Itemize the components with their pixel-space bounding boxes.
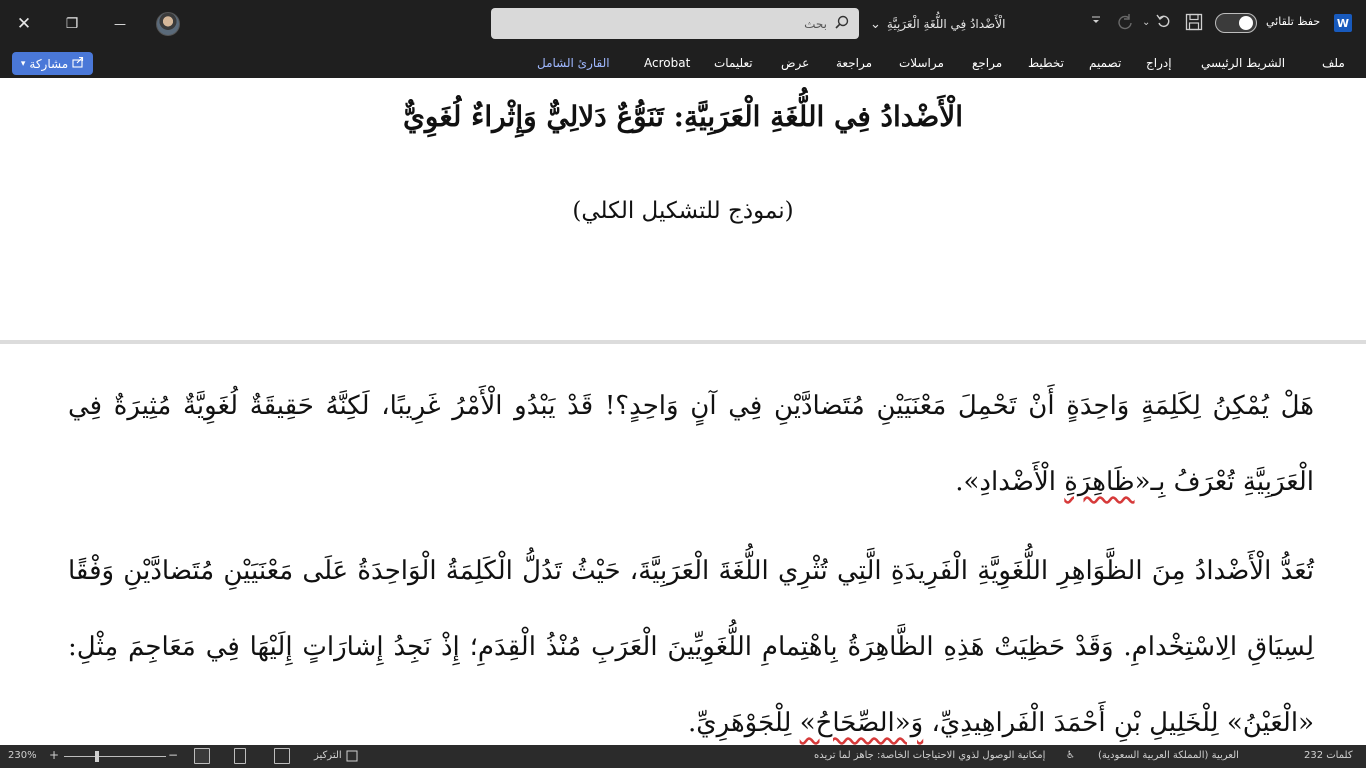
tab-mailings[interactable]: مراسلات [899, 56, 944, 70]
accessibility-icon: ♿ [1066, 750, 1075, 761]
paragraph-1-end: الْأَضْدادِ». [955, 467, 1065, 497]
zoom-out-button[interactable]: − [168, 748, 179, 762]
search-box[interactable] [491, 8, 859, 39]
paragraph-2-end: لِلْجَوْهَرِيِّ. [688, 708, 800, 738]
zoom-level[interactable]: 230% [8, 750, 37, 761]
undo-dropdown-icon[interactable]: ⌄ [1142, 17, 1151, 28]
title-bar [0, 0, 1366, 48]
page-separator [0, 340, 1366, 344]
page-subtitle: (نموذج للتشكيل الكلي) [572, 198, 794, 224]
autosave-toggle[interactable] [1215, 13, 1257, 33]
undo-icon[interactable] [1156, 13, 1172, 33]
ribbon-tabs [0, 48, 1366, 78]
tab-design[interactable]: تصميم [1089, 56, 1122, 70]
close-icon: ✕ [16, 14, 32, 34]
status-bar [0, 745, 1366, 768]
tab-review[interactable]: مراجعة [836, 56, 873, 70]
zoom-slider-handle[interactable] [95, 751, 99, 762]
word-count[interactable]: 232 كلمات [1304, 750, 1353, 761]
chevron-down-icon: ⌄ [870, 16, 881, 32]
language-status[interactable]: العربية (المملكة العربية السعودية) [1098, 750, 1239, 761]
document-title[interactable] [870, 14, 1005, 34]
tab-layout[interactable]: تخطيط [1028, 56, 1064, 70]
paragraph-2 [68, 533, 1314, 761]
tab-home[interactable]: الشريط الرئيسي [1201, 56, 1286, 70]
search-icon [835, 15, 849, 33]
word-logo-icon: W [1334, 14, 1352, 32]
tab-insert[interactable]: إدراج [1146, 56, 1172, 70]
redo-icon[interactable] [1116, 13, 1134, 35]
tab-help[interactable]: تعليمات [714, 56, 753, 70]
restore-button[interactable] [48, 0, 96, 48]
print-layout-view-icon[interactable] [234, 748, 246, 764]
spelling-marked-word[interactable]: ظَاهِرَةِ [1064, 467, 1135, 497]
zoom-slider[interactable] [64, 756, 166, 757]
customize-toolbar-icon[interactable] [1091, 13, 1101, 29]
paragraph-2-text: تُعَدُّ الْأَضْدادُ مِنَ الظَّوَاهِرِ اللُّغَوِيَّةِ الْفَرِيدَةِ الَّتِي تُثْرِي اللُّغَةَ الْعَرَبِيَّةَ، حَيْثُ تَدُلُّ الْكَلِمَةُ الْوَاحِدَةُ عَلَى مَعْنَيَيْنِ مُتَضادَّيْنِ وَفْقًا لِسِيَاقِ الِاسْتِخْدامِ. وَقَدْ حَظِيَتْ هَذِهِ الظَّاهِرَةُ بِاهْتِمامِ اللُّغَوِيِّينَ الْعَرَبِ مُنْذُ الْقِدَمِ؛ إِذْ نَجِدُ إِشارَاتٍ إِلَيْهَا فِي مَعَاجِمَ مِثْلِ: «الْعَيْنُ» لِلْخَلِيلِ بْنِ أَحْمَدَ الْفَراهِيدِيِّ، [68, 556, 1314, 738]
restore-icon: ❐ [65, 16, 79, 32]
close-button[interactable] [0, 0, 48, 48]
share-label: مشاركة [29, 56, 69, 71]
paragraph-1-text: هَلْ يُمْكِنُ لِكَلِمَةٍ وَاحِدَةٍ أَنْ تَحْمِلَ مَعْنَيَيْنِ مُتَضادَّيْنِ فِي آنٍ وَاحِدٍ؟! قَدْ يَبْدُو الْأَمْرُ غَرِيبًا، لَكِنَّهُ حَقِيقَةٌ لُغَوِيَّةٌ مُثِيرَةٌ فِي الْعَرَبِيَّةِ تُعْرَفُ بِـ« [68, 391, 1314, 497]
zoom-in-button[interactable]: + [49, 748, 60, 762]
read-mode-view-icon[interactable] [274, 748, 290, 764]
page-title: الْأَضْدادُ فِي اللُّغَةِ الْعَرَبِيَّةِ: تَنَوُّعٌ دَلالِيٌّ وَإِثْراءٌ لُغَوِيٌّ [402, 100, 963, 133]
minimize-icon: — [114, 17, 126, 31]
avatar[interactable] [156, 12, 180, 36]
document-title-text: الْأَضْدادُ فِي اللُّغَةِ الْعَرَبِيَّةِ [886, 17, 1006, 31]
accessibility-status[interactable]: إمكانية الوصول لذوي الاحتياجات الخاصة: جاهز لما تريده [814, 750, 1046, 761]
share-button[interactable] [12, 52, 93, 75]
tab-references[interactable]: مراجع [972, 56, 1003, 70]
focus-icon[interactable] [346, 750, 358, 765]
spelling-marked-word[interactable]: وَ«الصِّحَاحُ» [799, 708, 924, 738]
tab-file[interactable]: ملف [1322, 56, 1345, 70]
autosave-label: حفظ تلقائي [1266, 15, 1321, 28]
toggle-knob [1239, 16, 1253, 30]
tab-immersive-reader[interactable]: القارئ الشامل [537, 56, 610, 70]
focus-button[interactable]: التركيز [314, 750, 342, 761]
document-canvas[interactable] [0, 78, 1366, 745]
web-layout-view-icon[interactable] [194, 748, 210, 764]
paragraph-1 [68, 368, 1314, 520]
tab-view[interactable]: عرض [781, 56, 810, 70]
minimize-button[interactable] [96, 0, 144, 48]
search-input[interactable]: بحث [804, 16, 827, 31]
chevron-down-icon: ▾ [20, 58, 26, 69]
tab-acrobat[interactable]: Acrobat [644, 56, 691, 70]
share-icon [72, 56, 84, 71]
save-icon[interactable] [1185, 13, 1203, 35]
